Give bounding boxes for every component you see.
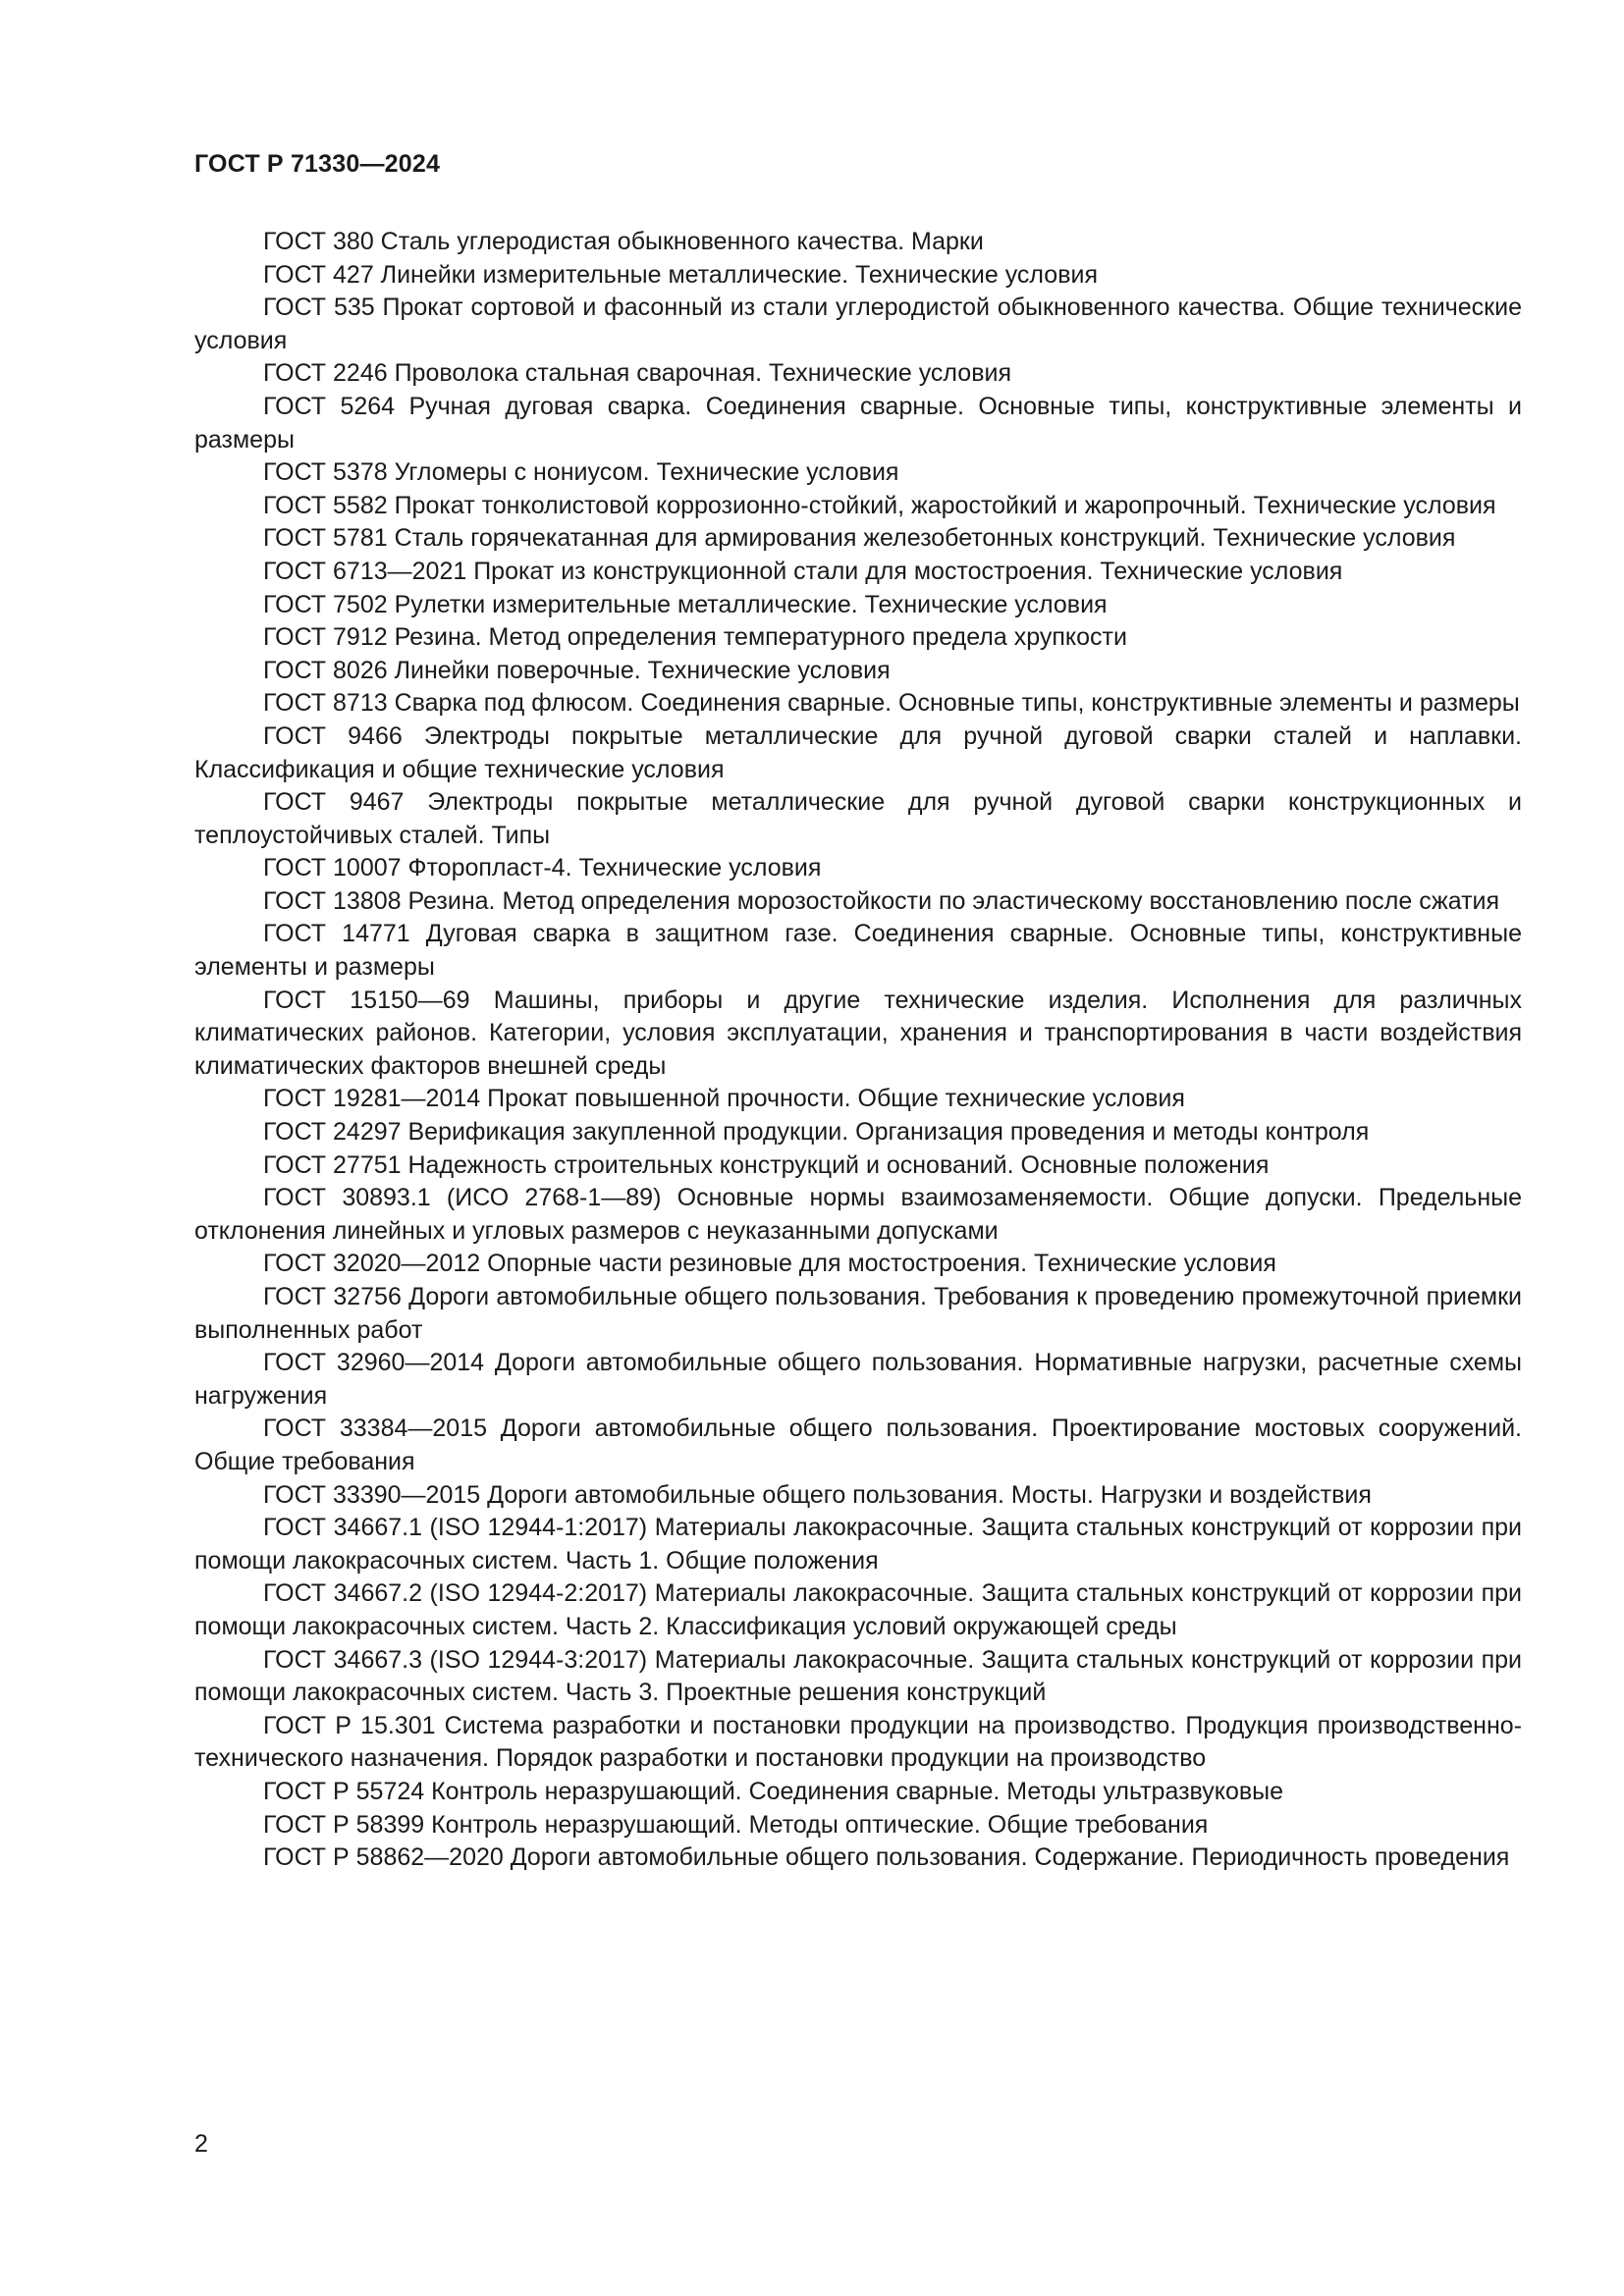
reference-item: ГОСТ 10007 Фторопласт-4. Технические условия bbox=[263, 854, 822, 882]
page-number: 2 bbox=[194, 2130, 208, 2158]
reference-item: ГОСТ 30893.1 (ИСО 2768-1—89) Основные нормы взаимозаменяемости. Общие допуски. Предельные отклонения линейных и угловых размеров с неуказанными допусками bbox=[194, 1184, 1522, 1245]
reference-item: ГОСТ 6713—2021 Прокат из конструкционной стали для мостостроения. Технические условия bbox=[263, 557, 1343, 585]
reference-item: ГОСТ 15150—69 Машины, приборы и другие технические изделия. Исполнения для различных климатических районов. Категории, условия эксплуатации, хранения и транспортирования в части воздействия климатических факторов внешней среды bbox=[194, 986, 1522, 1080]
reference-item: ГОСТ 2246 Проволока стальная сварочная. Технические условия bbox=[263, 359, 1011, 388]
reference-item: ГОСТ 5264 Ручная дуговая сварка. Соединения сварные. Основные типы, конструктивные элементы и размеры bbox=[194, 392, 1522, 454]
reference-item: ГОСТ 33384—2015 Дороги автомобильные общего пользования. Проектирование мостовых сооружений. Общие требования bbox=[194, 1415, 1522, 1475]
reference-item: ГОСТ 535 Прокат сортовой и фасонный из стали углеродистой обыкновенного качества. Общие технические условия bbox=[194, 294, 1522, 354]
reference-item: ГОСТ 34667.2 (ISO 12944-2:2017) Материалы лакокрасочные. Защита стальных конструкций от коррозии при помощи лакокрасочных систем. Часть 2. Классификация условий окружающей среды bbox=[194, 1579, 1522, 1640]
reference-item: ГОСТ 14771 Дуговая сварка в защитном газе. Соединения сварные. Основные типы, конструктивные элементы и размеры bbox=[194, 920, 1522, 982]
reference-item: ГОСТ Р 58862—2020 Дороги автомобильные общего пользования. Содержание. Периодичность проведения bbox=[263, 1843, 1510, 1872]
reference-item: ГОСТ 13808 Резина. Метод определения морозостойкости по эластическому восстановлению после сжатия bbox=[263, 886, 1500, 915]
reference-item: ГОСТ 19281—2014 Прокат повышенной прочности. Общие технические условия bbox=[263, 1085, 1185, 1113]
reference-item: ГОСТ 27751 Надежность строительных конструкций и оснований. Основные положения bbox=[263, 1150, 1270, 1179]
reference-item: ГОСТ 32960—2014 Дороги автомобильные общего пользования. Нормативные нагрузки, расчетные схемы нагружения bbox=[194, 1349, 1522, 1410]
reference-item: ГОСТ 427 Линейки измерительные металлические. Технические условия bbox=[263, 260, 1098, 289]
reference-item: ГОСТ 7912 Резина. Метод определения температурного предела хрупкости bbox=[263, 623, 1127, 652]
normative-references-list bbox=[194, 226, 1522, 1875]
reference-item: ГОСТ 34667.3 (ISO 12944-3:2017) Материалы лакокрасочные. Защита стальных конструкций от коррозии при помощи лакокрасочных систем. Часть 3. Проектные решения конструкций bbox=[194, 1645, 1522, 1707]
reference-item: ГОСТ 8713 Сварка под флюсом. Соединения сварные. Основные типы, конструктивные элементы и размеры bbox=[263, 689, 1520, 718]
reference-item: ГОСТ 9467 Электроды покрытые металлические для ручной дуговой сварки конструкционных и теплоустойчивых сталей. Типы bbox=[194, 788, 1522, 849]
reference-item: ГОСТ 32020—2012 Опорные части резиновые для мостостроения. Технические условия bbox=[263, 1250, 1276, 1278]
reference-item: ГОСТ 5781 Сталь горячекатанная для армирования железобетонных конструкций. Технические условия bbox=[263, 524, 1456, 553]
reference-item: ГОСТ 380 Сталь углеродистая обыкновенного качества. Марки bbox=[263, 228, 984, 255]
reference-item: ГОСТ Р 15.301 Система разработки и постановки продукции на производство. Продукция производственно-технического назначения. Порядок разработки и постановки продукции на производство bbox=[194, 1711, 1522, 1773]
reference-item: ГОСТ 5378 Угломеры с нониусом. Технические условия bbox=[263, 458, 899, 487]
reference-item: ГОСТ 5582 Прокат тонколистовой коррозионно-стойкий, жаростойкий и жаропрочный. Технические условия bbox=[263, 491, 1496, 519]
reference-item: ГОСТ 9466 Электроды покрытые металлические для ручной дуговой сварки сталей и наплавки. Классификация и общие технические условия bbox=[194, 721, 1522, 783]
reference-item: ГОСТ 34667.1 (ISO 12944-1:2017) Материалы лакокрасочные. Защита стальных конструкций от коррозии при помощи лакокрасочных систем. Часть 1. Общие положения bbox=[194, 1514, 1522, 1575]
reference-item: ГОСТ 33390—2015 Дороги автомобильные общего пользования. Мосты. Нагрузки и воздействия bbox=[263, 1480, 1372, 1509]
reference-item: ГОСТ 7502 Рулетки измерительные металлические. Технические условия bbox=[263, 590, 1108, 618]
reference-item: ГОСТ 8026 Линейки поверочные. Технические условия bbox=[263, 656, 891, 684]
reference-item: ГОСТ Р 58399 Контроль неразрушающий. Методы оптические. Общие требования bbox=[263, 1810, 1209, 1839]
reference-item: ГОСТ Р 55724 Контроль неразрушающий. Соединения сварные. Методы ультразвуковые bbox=[263, 1777, 1284, 1805]
reference-item: ГОСТ 32756 Дороги автомобильные общего пользования. Требования к проведению промежуточной приемки выполненных работ bbox=[194, 1283, 1522, 1344]
document-header: ГОСТ Р 71330—2024 bbox=[194, 150, 441, 178]
reference-item: ГОСТ 24297 Верификация закупленной продукции. Организация проведения и методы контроля bbox=[263, 1118, 1370, 1147]
